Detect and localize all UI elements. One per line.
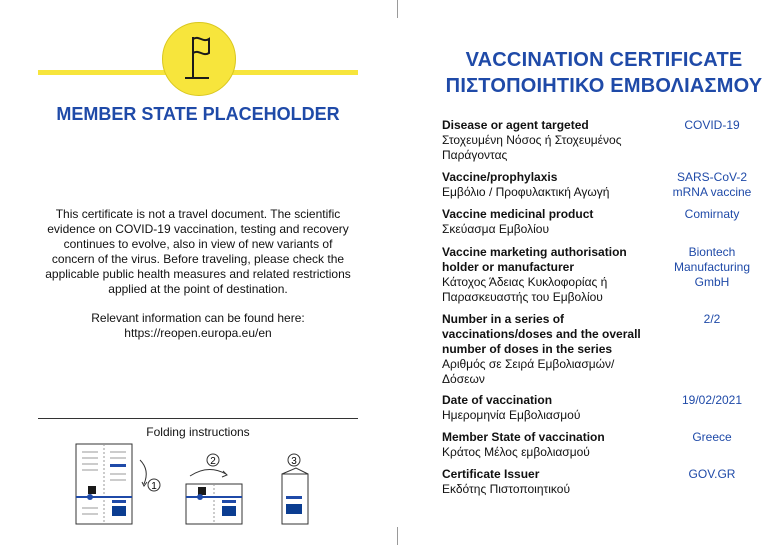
reopen-link[interactable]: https://reopen.europa.eu/en <box>124 326 272 340</box>
flag-icon <box>163 23 235 95</box>
fold-step-3-booklet <box>282 468 308 524</box>
step-1-number: 1 <box>151 481 157 492</box>
step-2-number: 2 <box>210 456 216 467</box>
field-value: Biontech Manufacturing GmbH <box>673 245 751 289</box>
folding-title: Folding instructions <box>146 425 250 439</box>
fold-step-2-sheet <box>186 484 242 524</box>
certificate-title <box>428 47 777 99</box>
fold-step-1-sheet <box>76 444 132 524</box>
field-value: GOV.GR <box>688 467 736 481</box>
field-value: 2/2 <box>703 312 721 326</box>
disclaimer-text: This certificate is not a travel document. The scientific evidence on COVID-19 vaccination, testing and recovery continues to evolve, also in view of new variants of concern of the virus. Before traveling, please check the applicable public health measures and related restrictions applied at the point of destination. <box>45 207 351 296</box>
field-value: SARS-CoV-2 mRNA vaccine <box>672 170 752 199</box>
crop-mark-top <box>397 0 398 18</box>
member-state-title: MEMBER STATE PLACEHOLDER <box>56 104 340 124</box>
field-value: 19/02/2021 <box>681 393 743 407</box>
step-3-number: 3 <box>291 456 297 467</box>
info-line: Relevant information can be found here: <box>91 311 305 325</box>
folding-instructions-diagram <box>68 440 358 530</box>
info-block <box>45 311 351 341</box>
field-value: COVID-19 <box>684 118 740 132</box>
field-value: Comirnaty <box>684 207 740 221</box>
certificate-title-en: VACCINATION CERTIFICATE <box>465 49 743 71</box>
certificate-title-gr: ΠΙΣΤΟΠΟΙΗΤΙΚΟ ΕΜΒΟΛΙΑΣΜΟΥ <box>445 75 763 97</box>
flag-logo <box>162 22 236 96</box>
crop-mark-bottom <box>397 527 398 545</box>
field-value: Greece <box>692 430 732 444</box>
folding-divider <box>38 418 358 419</box>
